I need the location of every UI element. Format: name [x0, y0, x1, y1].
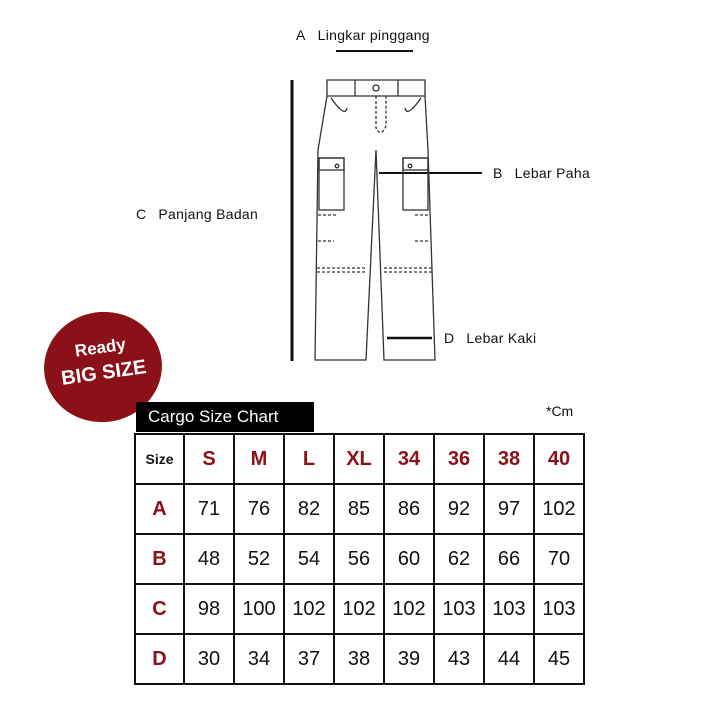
- size-header-row: [135, 434, 584, 484]
- value-cell: 92: [434, 484, 484, 534]
- value-cell: 56: [334, 534, 384, 584]
- value-cell: 102: [534, 484, 584, 534]
- table-row: [135, 484, 584, 534]
- measure-c-text: Panjang Badan: [158, 206, 259, 222]
- measure-a-key: A: [296, 27, 306, 43]
- value-cell: 86: [384, 484, 434, 534]
- measure-b-text: Lebar Paha: [514, 165, 591, 181]
- badge-line1: Ready: [73, 334, 127, 361]
- chart-title: Cargo Size Chart: [136, 402, 314, 432]
- value-cell: 103: [434, 584, 484, 634]
- measure-c-key: C: [136, 206, 147, 222]
- size-head-cell: S: [184, 434, 234, 484]
- measure-d-text: Lebar Kaki: [466, 330, 537, 346]
- size-chart-table: [134, 433, 585, 685]
- value-cell: 38: [334, 634, 384, 684]
- size-head-cell: 34: [384, 434, 434, 484]
- size-head-cell: 36: [434, 434, 484, 484]
- measure-a-text: Lingkar pinggang: [317, 27, 430, 43]
- value-cell: 100: [234, 584, 284, 634]
- measure-b-key: B: [493, 165, 503, 181]
- value-cell: 39: [384, 634, 434, 684]
- value-cell: 85: [334, 484, 384, 534]
- value-cell: 43: [434, 634, 484, 684]
- value-cell: 102: [334, 584, 384, 634]
- row-label: C: [135, 584, 184, 634]
- value-cell: 102: [384, 584, 434, 634]
- table-row: [135, 584, 584, 634]
- value-cell: 30: [184, 634, 234, 684]
- pants-outline: [315, 80, 435, 360]
- value-cell: 48: [184, 534, 234, 584]
- value-cell: 60: [384, 534, 434, 584]
- value-cell: 82: [284, 484, 334, 534]
- value-cell: 45: [534, 634, 584, 684]
- row-label: A: [135, 484, 184, 534]
- size-head-cell: 38: [484, 434, 534, 484]
- value-cell: 54: [284, 534, 334, 584]
- size-head-cell: L: [284, 434, 334, 484]
- size-column-label: Size: [135, 434, 184, 484]
- value-cell: 34: [234, 634, 284, 684]
- row-label: D: [135, 634, 184, 684]
- table-row: [135, 534, 584, 584]
- value-cell: 70: [534, 534, 584, 584]
- measure-d-key: D: [444, 330, 455, 346]
- size-head-cell: 40: [534, 434, 584, 484]
- value-cell: 62: [434, 534, 484, 584]
- value-cell: 97: [484, 484, 534, 534]
- size-head-cell: XL: [334, 434, 384, 484]
- size-head-cell: M: [234, 434, 284, 484]
- value-cell: 52: [234, 534, 284, 584]
- table-row: [135, 634, 584, 684]
- value-cell: 103: [534, 584, 584, 634]
- row-label: B: [135, 534, 184, 584]
- value-cell: 98: [184, 584, 234, 634]
- value-cell: 44: [484, 634, 534, 684]
- value-cell: 103: [484, 584, 534, 634]
- value-cell: 76: [234, 484, 284, 534]
- value-cell: 71: [184, 484, 234, 534]
- unit-note: *Cm: [546, 403, 574, 419]
- value-cell: 37: [284, 634, 334, 684]
- value-cell: 102: [284, 584, 334, 634]
- badge-line2: BIG SIZE: [59, 356, 148, 390]
- value-cell: 66: [484, 534, 534, 584]
